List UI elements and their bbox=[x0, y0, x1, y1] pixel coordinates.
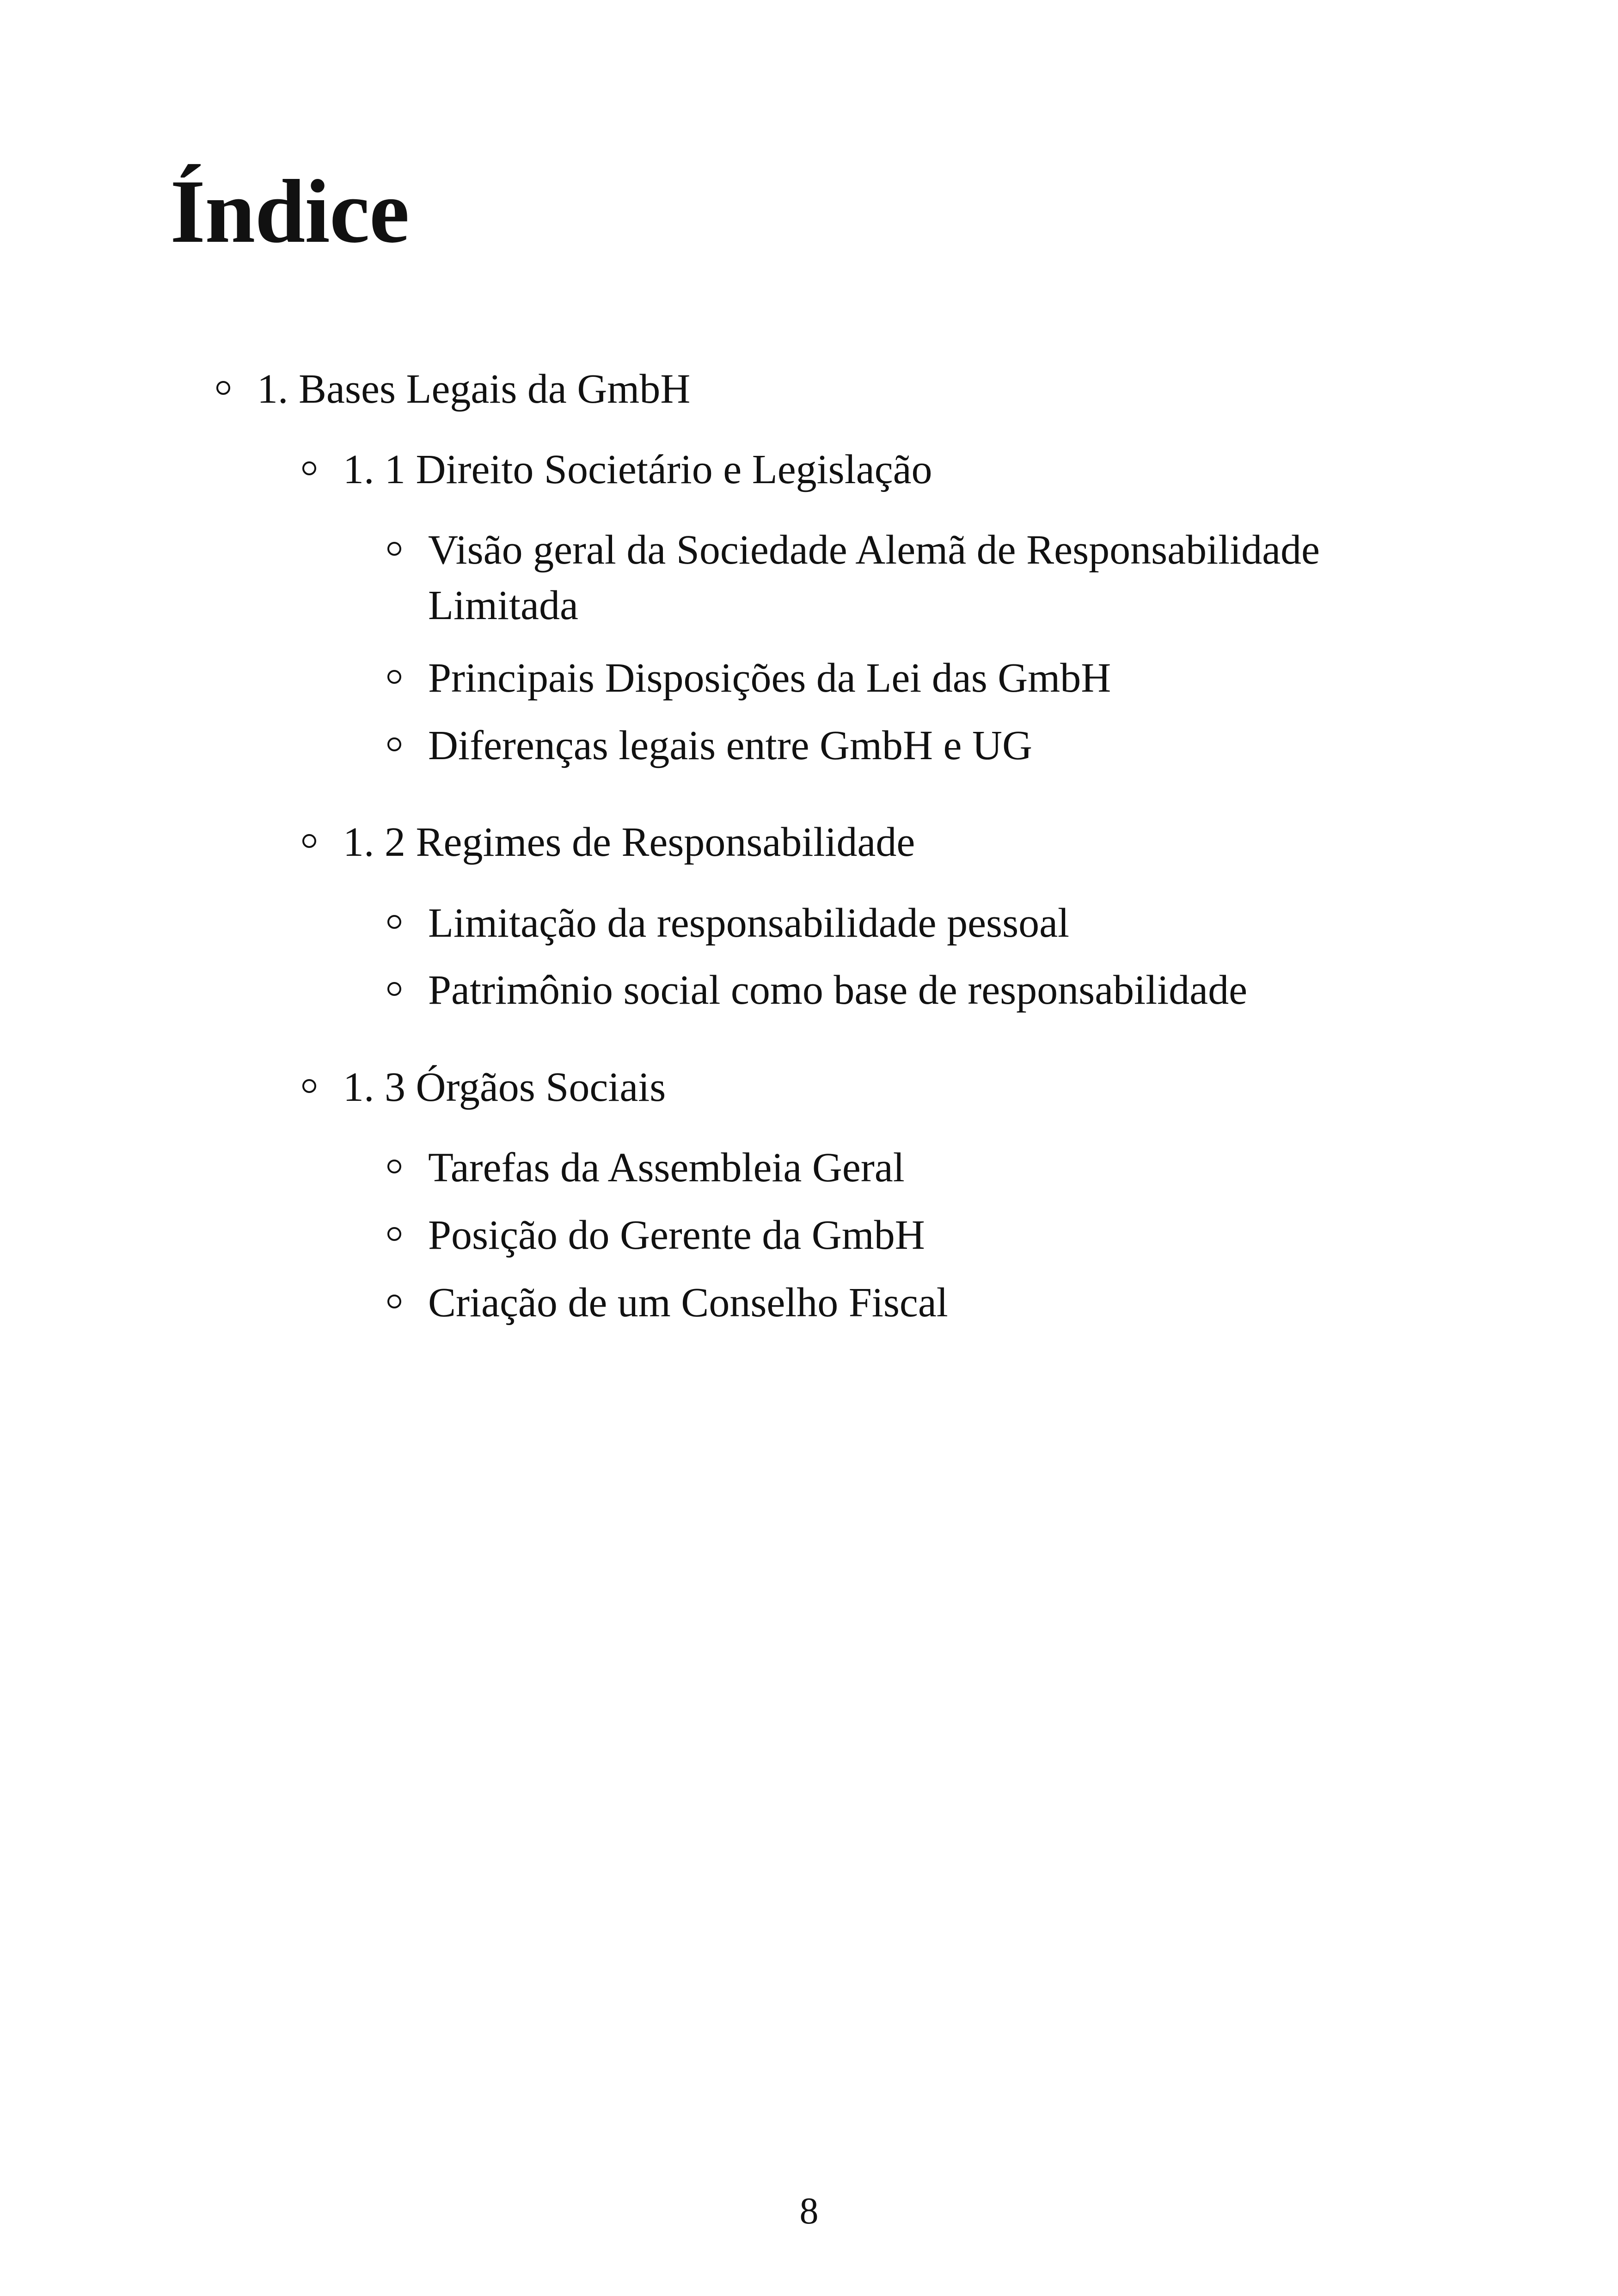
page-title: Índice bbox=[170, 161, 409, 262]
toc-entry-label: Limitação da responsabilidade pessoal bbox=[428, 900, 1070, 946]
toc-entry-label: 1. Bases Legais da GmbH bbox=[257, 366, 691, 412]
circle-bullet-icon bbox=[387, 915, 401, 929]
toc-item bbox=[428, 651, 1111, 706]
toc-entry-label: Patrimônio social como base de responsabilidade bbox=[428, 967, 1248, 1013]
circle-bullet-icon bbox=[387, 1295, 401, 1308]
toc-entry-label: 1. 3 Órgãos Sociais bbox=[343, 1064, 666, 1110]
toc-entry-label: Visão geral da Sociedade Alemã de Responsabilidade Limitada bbox=[428, 527, 1320, 628]
toc-entry-label: Criação de um Conselho Fiscal bbox=[428, 1280, 948, 1326]
circle-bullet-icon bbox=[216, 381, 230, 395]
circle-bullet-icon bbox=[387, 670, 401, 684]
toc-chapter-1 bbox=[257, 362, 690, 417]
toc-item bbox=[428, 896, 1069, 951]
toc-entry-label: Posição do Gerente da GmbH bbox=[428, 1212, 925, 1258]
circle-bullet-icon bbox=[387, 982, 401, 996]
circle-bullet-icon bbox=[387, 737, 401, 751]
toc-item bbox=[428, 718, 1032, 774]
toc-section-1-2 bbox=[343, 815, 915, 870]
circle-bullet-icon bbox=[302, 834, 316, 848]
toc-entry-label: Diferenças legais entre GmbH e UG bbox=[428, 723, 1032, 768]
toc-item bbox=[428, 1208, 925, 1263]
toc-item bbox=[428, 522, 1380, 633]
circle-bullet-icon bbox=[302, 1079, 316, 1093]
toc-entry-label: Tarefas da Assembleia Geral bbox=[428, 1145, 905, 1191]
circle-bullet-icon bbox=[387, 1160, 401, 1173]
toc-entry-label: 1. 2 Regimes de Responsabilidade bbox=[343, 819, 915, 865]
toc-item bbox=[428, 1275, 948, 1331]
toc-entry-label: 1. 1 Direito Societário e Legislação bbox=[343, 447, 932, 492]
circle-bullet-icon bbox=[387, 1227, 401, 1241]
toc-entry-label: Principais Disposições da Lei das GmbH bbox=[428, 655, 1111, 701]
toc-section-1-3 bbox=[343, 1060, 666, 1115]
toc-item bbox=[428, 1140, 905, 1196]
toc-section-1-1 bbox=[343, 442, 932, 497]
circle-bullet-icon bbox=[387, 542, 401, 556]
page-number: 8 bbox=[799, 2190, 819, 2232]
circle-bullet-icon bbox=[302, 461, 316, 475]
toc-item bbox=[428, 963, 1247, 1018]
